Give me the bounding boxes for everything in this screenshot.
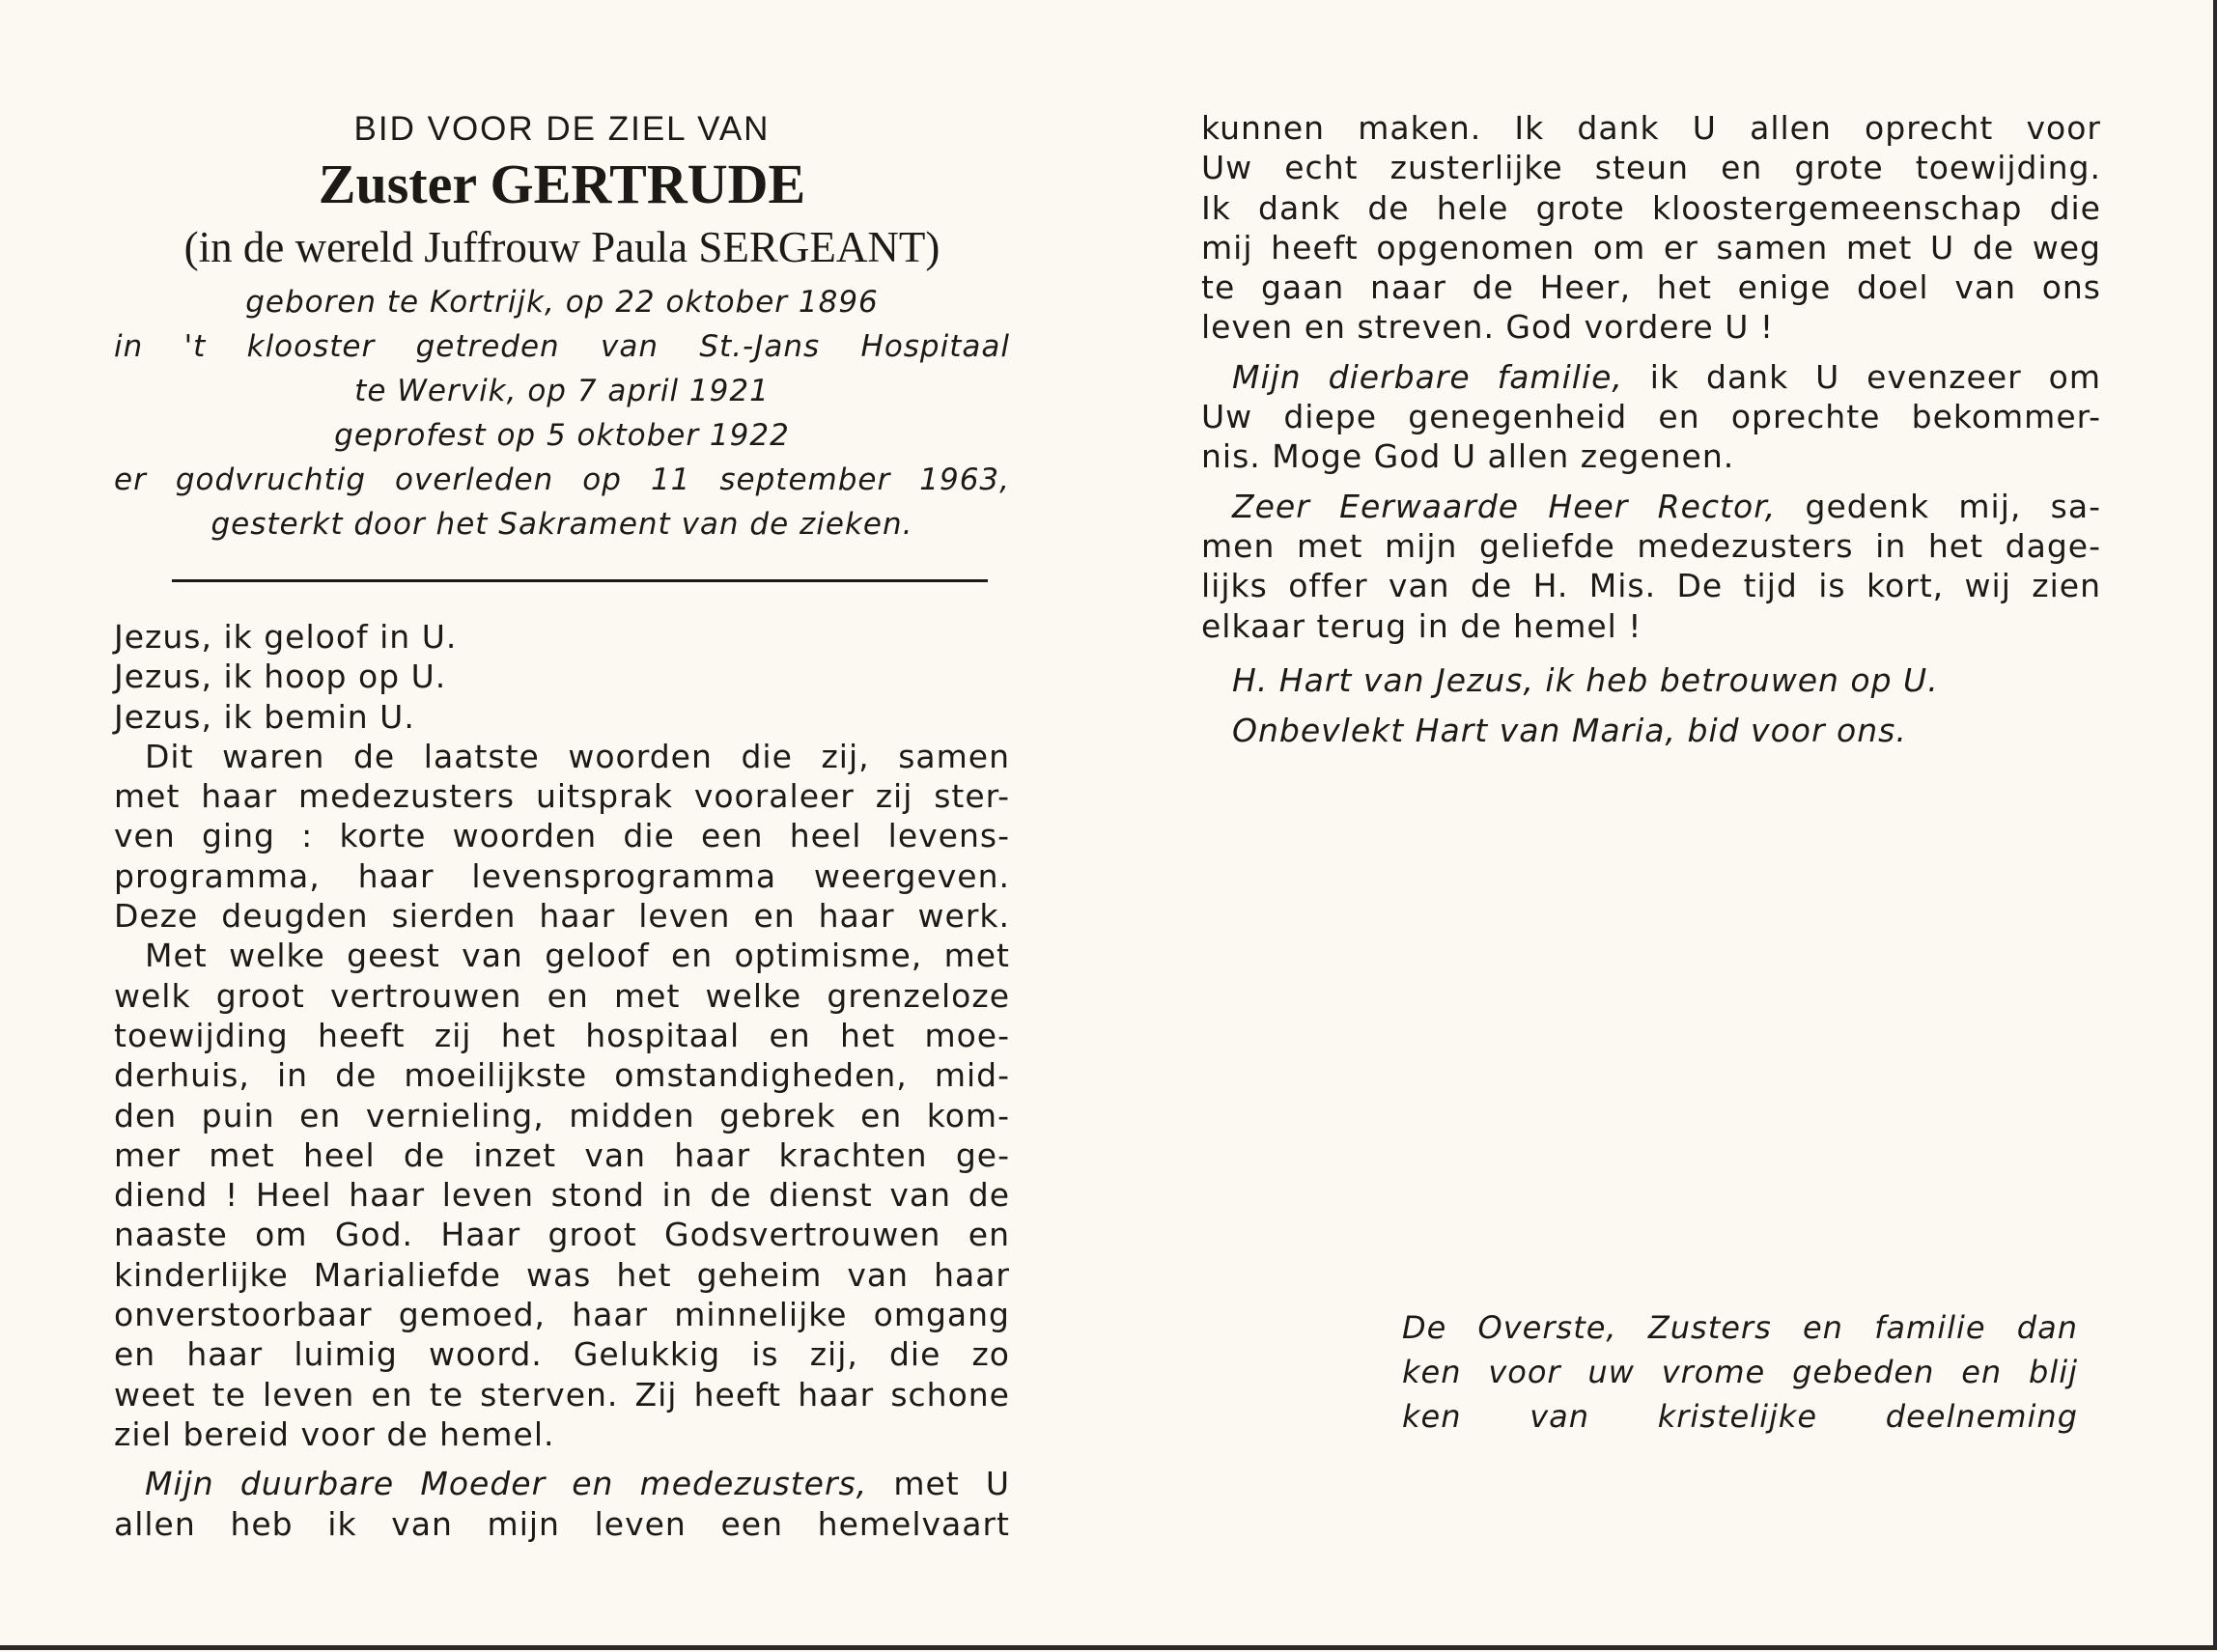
- intro-heading: BID VOOR DE ZIEL VAN: [353, 110, 771, 148]
- text-line: en haar luimig woord. Gelukkig is zij, die zo: [114, 1335, 1010, 1374]
- text-line: welk groot vertrouwen en met welke grenzeloze: [114, 976, 1010, 1015]
- paragraph-farewell-sisters: [114, 1464, 1010, 1544]
- text-line: den puin en vernieling, midden gebrek en kom-: [114, 1096, 1010, 1134]
- text-line: Uw diepe genegenheid en oprechte bekommer-: [1201, 398, 2101, 436]
- sacrament-line: gesterkt door het Sakrament van de zieken.: [210, 507, 913, 542]
- invocation-line: Onbevlekt Hart van Maria, bid voor ons.: [1232, 711, 1907, 749]
- text-line: nis. Moge God U allen zegenen.: [1201, 437, 1735, 476]
- farewell-addressee: Mijn duurbare Moeder en medezusters,: [145, 1465, 868, 1503]
- closing-line: De Overste, Zusters en familie dan: [1402, 1309, 2078, 1346]
- text-line: weet te leven en te sterven. Zij heeft haar schone: [114, 1375, 1010, 1414]
- rector-continuation: gedenk mij, sa-: [1776, 487, 2101, 525]
- paragraph-tribute: [114, 936, 1010, 1454]
- divider-line: [172, 579, 988, 582]
- closing-line: ken voor uw vrome gebeden en blij: [1402, 1354, 2078, 1390]
- farewell-continuation: met U: [867, 1465, 1011, 1503]
- text-line: [114, 1464, 1010, 1503]
- left-page: [114, 108, 1010, 1544]
- paragraph-family: [1201, 357, 2101, 477]
- entry-line: in 't klooster getreden van St.-Jans Hospitaal: [114, 329, 1010, 364]
- prayer-line: Jezus, ik bemin U.: [114, 697, 415, 736]
- deceased-name: Zuster GERTRUDE: [318, 153, 806, 215]
- text-line: mer met heel de inzet van haar krachten ge-: [114, 1135, 1010, 1174]
- biography-block: [114, 280, 1010, 546]
- text-line: diend ! Heel haar leven stond in de dienst van de: [114, 1176, 1010, 1215]
- profession-line: geprofest op 5 oktober 1922: [334, 418, 790, 453]
- closing-thanks: [1402, 1305, 2078, 1439]
- paragraph-rector: [1201, 487, 2101, 646]
- text-line: mij heeft opgenomen om er samen met U de weg: [1201, 228, 2101, 266]
- birth-line: geboren te Kortrijk, op 22 oktober 1896: [245, 285, 879, 320]
- left-body-text: [114, 617, 1010, 1544]
- text-line: [1201, 487, 2101, 526]
- rector-addressee: Zeer Eerwaarde Heer Rector,: [1232, 487, 1777, 525]
- prayer-line: Jezus, ik geloof in U.: [114, 618, 458, 656]
- text-line: men met mijn geliefde medezusters in het dage-: [1201, 526, 2101, 565]
- text-line: naaste om God. Haar groot Godsvertrouwen en: [114, 1216, 1010, 1254]
- paragraph-last-words: [114, 737, 1010, 936]
- right-body-text: [1201, 108, 2101, 756]
- text-line: toewijding heeft zij het hospitaal en het moe-: [114, 1016, 1010, 1054]
- death-line: er godvruchtig overleden op 11 september 1963,: [114, 462, 1010, 497]
- entry-place-line: te Wervik, op 7 april 1921: [354, 374, 770, 408]
- text-line: met haar medezusters uitsprak vooraleer zij ster-: [114, 777, 1010, 816]
- text-line: Ik dank de hele grote kloostergemeenschap die: [1201, 188, 2101, 227]
- prayer-block: [114, 617, 1010, 737]
- invocations-block: [1201, 656, 2101, 756]
- paragraph-thanks: [1201, 108, 2101, 348]
- secular-name: (in de wereld Juffrouw Paula SERGEANT): [183, 223, 940, 271]
- text-line: [1201, 357, 2101, 397]
- text-line: ziel bereid voor de hemel.: [114, 1414, 555, 1453]
- text-line: programma, haar levensprogramma weergeven.: [114, 856, 1010, 895]
- family-addressee: Mijn dierbare familie,: [1232, 357, 1623, 396]
- text-line: derhuis, in de moeilijkste omstandigheden, mid-: [114, 1056, 1010, 1095]
- text-line: Deze deugden sierden haar leven en haar werk.: [114, 897, 1010, 936]
- text-line: lijks offer van de H. Mis. De tijd is kort, wij zien: [1201, 567, 2101, 605]
- text-line: leven en streven. God vordere U !: [1201, 308, 1775, 347]
- text-line: Met welke geest van geloof en optimisme, met: [145, 937, 1010, 975]
- family-continuation: ik dank U evenzeer om: [1622, 357, 2101, 396]
- text-line: onverstoorbaar gemoed, haar minnelijke omgang: [114, 1296, 1010, 1334]
- invocation-line: H. Hart van Jezus, ik heb betrouwen op U.: [1232, 660, 1939, 699]
- prayer-line: Jezus, ik hoop op U.: [114, 658, 447, 696]
- text-line: Dit waren de laatste woorden die zij, samen: [145, 737, 1010, 775]
- closing-line: ken van kristelijke deelneming: [1402, 1398, 2078, 1435]
- text-line: Uw echt zusterlijke steun en grote toewijding.: [1201, 149, 2101, 187]
- right-page: [1201, 108, 2101, 756]
- text-line: ven ging : korte woorden die een heel levens-: [114, 817, 1010, 855]
- text-line: kunnen maken. Ik dank U allen oprecht voor: [1201, 109, 2101, 147]
- text-line: allen heb ik van mijn leven een hemelvaart: [114, 1504, 1010, 1543]
- text-line: kinderlijke Marialiefde was het geheim van haar: [114, 1255, 1010, 1294]
- text-line: te gaan naar de Heer, het enige doel van ons: [1201, 268, 2101, 307]
- text-line: elkaar terug in de hemel !: [1201, 606, 1642, 645]
